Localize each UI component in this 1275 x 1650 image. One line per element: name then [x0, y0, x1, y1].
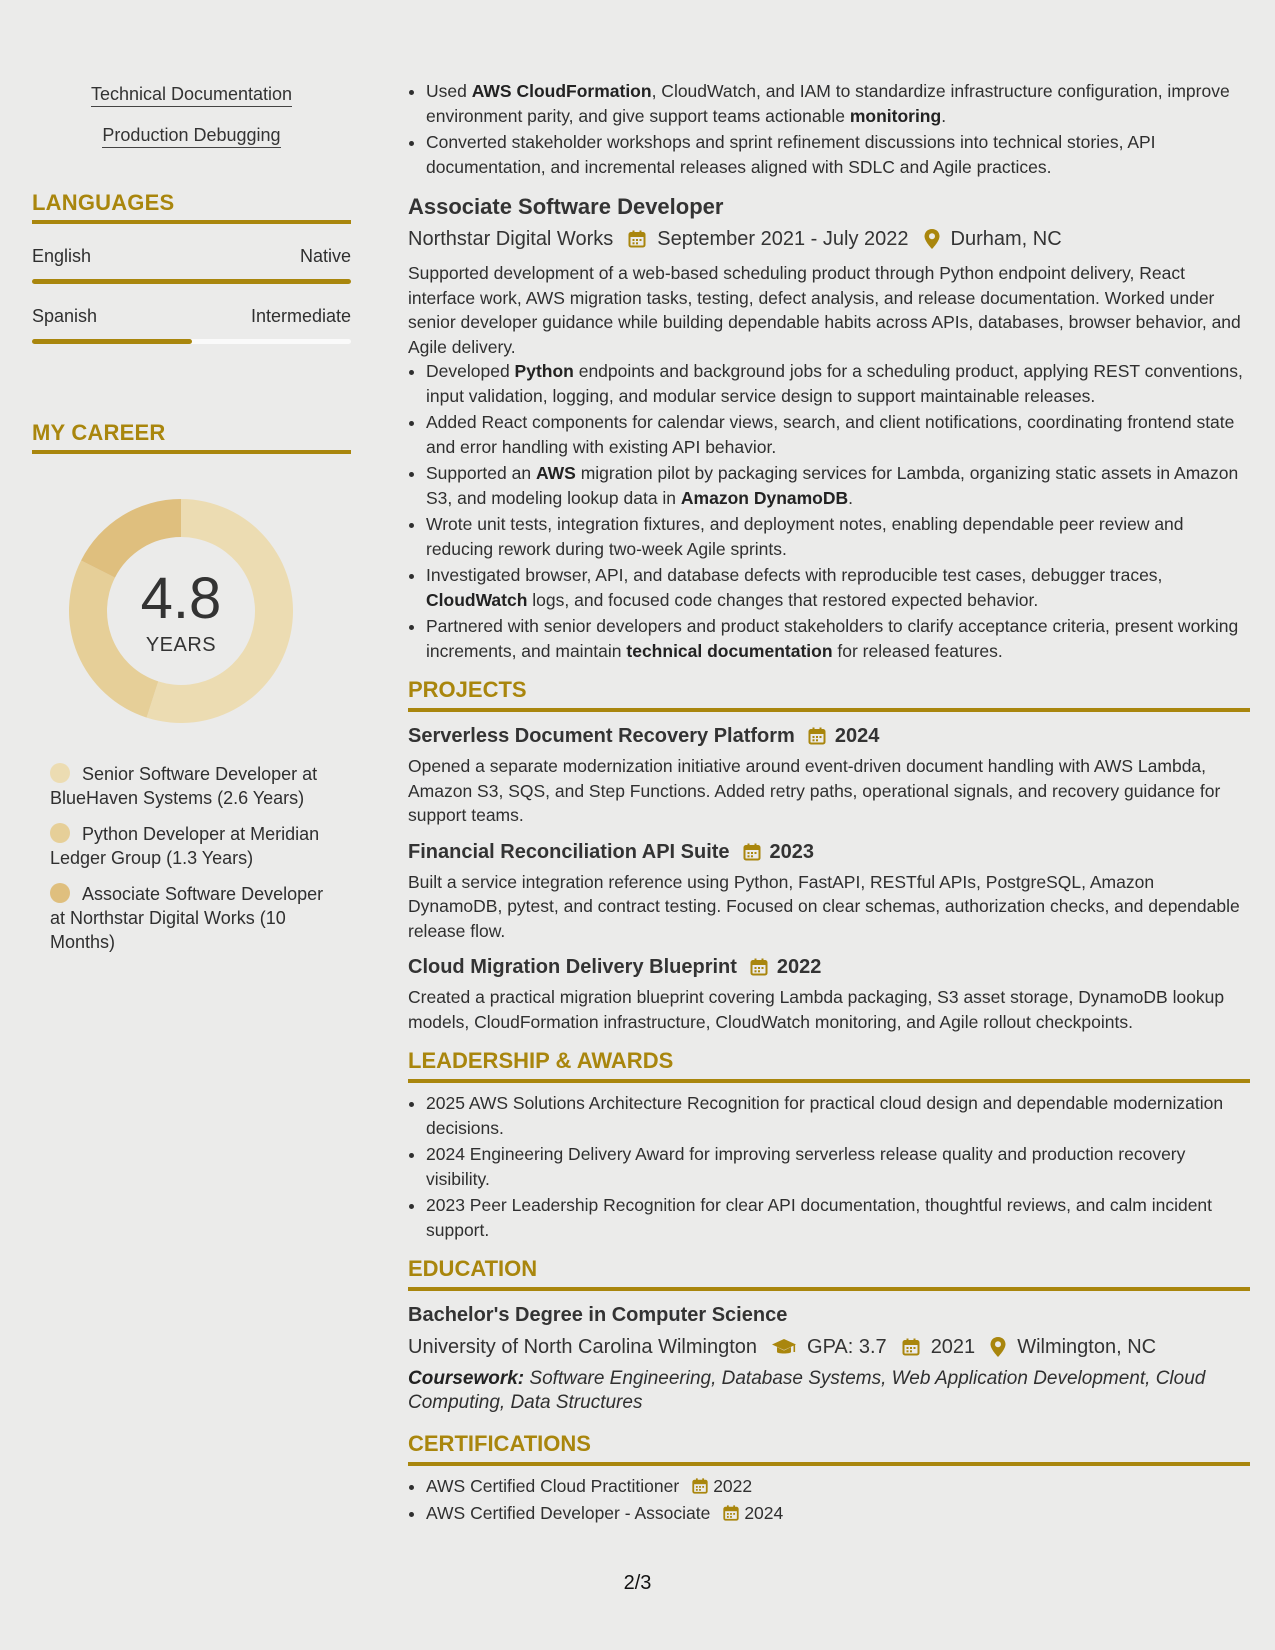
page-indicator: 2/3 — [623, 1572, 652, 1594]
text-run: Used — [426, 81, 472, 101]
bullet-item — [426, 563, 1250, 612]
calendar-icon — [749, 957, 769, 977]
education-location: Wilmington, NC — [1017, 1336, 1157, 1358]
calendar-icon — [742, 842, 762, 862]
language-name: Spanish — [32, 306, 98, 326]
calendar-icon — [807, 726, 827, 746]
job-location: Durham, NC — [950, 228, 1062, 250]
language-proficiency-bar — [32, 279, 351, 284]
job-company: Northstar Digital Works — [408, 228, 614, 250]
education-gpa: GPA: 3.7 — [807, 1336, 887, 1358]
bold-keyword: Amazon DynamoDB — [680, 487, 849, 508]
sidebar — [32, 84, 351, 966]
text-run: endpoints and background jobs for a scheduling product, applying REST conventions, input validation, logging, and modular service design to support maintainable releases. — [426, 361, 1243, 406]
text-run: Developed — [426, 361, 515, 381]
awards-heading: LEADERSHIP & AWARDS — [408, 1046, 1250, 1083]
project-year: 2024 — [834, 725, 880, 747]
bullet-item — [426, 130, 1250, 179]
career-legend — [50, 762, 330, 954]
bullet-item — [426, 79, 1250, 128]
certification-item — [426, 1501, 1250, 1526]
text-run: Added React components for calendar views, search, and client notifications, coordinating frontend state and error handling with existing API behavior. — [426, 412, 1235, 457]
project-title: Financial Reconciliation API Suite — [408, 840, 730, 863]
calendar-icon — [691, 1477, 709, 1495]
certification-year: 2024 — [744, 1502, 784, 1523]
bullet-item — [426, 461, 1250, 510]
job-bullets — [408, 359, 1250, 663]
text-run: Partnered with senior developers and product stakeholders to clarify acceptance criteria, present working increments, and maintain — [426, 616, 1239, 661]
language-name: English — [32, 246, 92, 266]
career-legend-item: Senior Software Developer at BlueHaven Systems (2.6 Years) — [50, 764, 318, 808]
project-year: 2023 — [769, 840, 815, 863]
career-legend-item: Associate Software Developer at Northstar Digital Works (10 Months) — [50, 884, 324, 952]
bold-keyword: monitoring — [849, 105, 942, 126]
map-pin-icon — [989, 1336, 1007, 1358]
job-meta — [408, 225, 1250, 253]
skill-link-technical-documentation[interactable]: Technical Documentation — [32, 84, 351, 105]
coursework-label: Coursework: — [408, 1368, 525, 1389]
award-item: • 2025 AWS Solutions Architecture Recognition for practical cloud design and dependable modernization decisions. — [426, 1091, 1250, 1140]
career-donut-chart — [66, 496, 296, 726]
bullet-item — [426, 614, 1250, 663]
project-title: Cloud Migration Delivery Blueprint — [408, 956, 737, 978]
legend-dot — [50, 823, 70, 843]
career-total-value: 4.8 — [140, 565, 222, 631]
bullet-item — [426, 410, 1250, 459]
projects-heading: PROJECTS — [408, 675, 1250, 712]
awards-list — [408, 1091, 1250, 1242]
language-spanish — [32, 306, 351, 344]
education-school: University of North Carolina Wilmington — [408, 1336, 758, 1358]
language-level: Intermediate — [250, 306, 351, 326]
text-run: Converted stakeholder workshops and sprint refinement discussions into technical stories, API documentation, and incremental releases aligned with SDLC and Agile practices. — [426, 132, 1156, 177]
certification-name: • AWS Certified Developer - Associate — [426, 1502, 711, 1523]
education-year: 2021 — [930, 1336, 976, 1358]
certifications-heading: CERTIFICATIONS — [408, 1429, 1250, 1466]
text-run: migration pilot by packaging services for Lambda, organizing static assets in Amazon S3, and modeling lookup data in — [426, 463, 1239, 508]
text-run: Investigated browser, API, and database defects with reproducible test cases, debugger traces, — [426, 565, 1163, 585]
project-description: Opened a separate modernization initiative around event-driven document handling with AWS Lambda, Amazon S3, SQS, and Step Functions. Added retry paths, operational signals, and recovery guidance for support teams. — [408, 756, 1221, 825]
map-pin-icon — [923, 228, 941, 250]
certifications-list — [408, 1474, 1250, 1525]
education-meta — [408, 1333, 1250, 1361]
text-run: Wrote unit tests, integration fixtures, and deployment notes, enabling dependable peer review and reducing rework during two-week Agile sprints. — [426, 514, 1184, 559]
language-proficiency-fill — [32, 339, 192, 344]
bold-keyword: AWS CloudFormation — [471, 81, 652, 101]
bold-keyword: AWS — [535, 463, 576, 483]
bullet-item — [426, 512, 1250, 561]
bold-keyword: CloudWatch — [426, 589, 528, 610]
bold-keyword: technical documentation — [626, 640, 833, 661]
education-degree: Bachelor's Degree in Computer Science — [408, 1304, 788, 1326]
text-run: . — [848, 487, 854, 508]
coursework-text: Software Engineering, Database Systems, Web Application Development, Cloud Computing, Data Structures — [408, 1368, 1206, 1413]
legend-dot — [50, 883, 70, 903]
career-total-unit: YEARS — [145, 633, 217, 656]
text-run: Supported an — [426, 463, 536, 483]
text-run: for released features. — [832, 640, 1003, 661]
career-legend-item: Python Developer at Meridian Ledger Group (1.3 Years) — [50, 824, 320, 868]
project-title: Serverless Document Recovery Platform — [408, 725, 795, 747]
language-english — [32, 246, 351, 284]
education-coursework — [408, 1367, 1250, 1415]
language-proficiency-bar — [32, 339, 351, 344]
certification-item — [426, 1474, 1250, 1499]
text-run: logs, and focused code changes that restored expected behavior. — [527, 589, 1039, 610]
job-dates: September 2021 - July 2022 — [657, 228, 909, 250]
legend-dot — [50, 763, 70, 783]
bullet-item — [426, 359, 1250, 408]
experience-bullets-continued — [408, 79, 1250, 179]
award-item: • 2023 Peer Leadership Recognition for clear API documentation, thoughtful reviews, and calm incident support. — [426, 1193, 1250, 1242]
language-level: Native — [299, 246, 351, 266]
certification-year: 2022 — [713, 1476, 753, 1496]
text-run: . — [941, 105, 947, 126]
calendar-icon — [722, 1504, 740, 1522]
education-heading: EDUCATION — [408, 1254, 1250, 1291]
job-summary: Supported development of a web-based scheduling product through Python endpoint delivery, React interface work, AWS migration tasks, testing, defect analysis, and release documentation. Worked under senior developer guidance while building dependable habits across APIs, databases, browser behavior, and Agile delivery. — [408, 263, 1241, 357]
project-item — [408, 953, 1250, 1034]
project-item — [408, 722, 1250, 828]
calendar-icon — [627, 229, 647, 249]
project-year: 2022 — [776, 956, 822, 978]
calendar-icon — [901, 1337, 921, 1357]
career-heading: MY CAREER — [32, 420, 351, 454]
main-content — [408, 79, 1250, 1527]
bold-keyword: Python — [514, 361, 574, 381]
skill-link-production-debugging[interactable]: Production Debugging — [32, 125, 351, 146]
text-run: , CloudWatch, and IAM to standardize infrastructure configuration, improve environment parity, and give support teams actionable — [426, 81, 1230, 126]
languages-heading: LANGUAGES — [32, 190, 351, 224]
project-item — [408, 838, 1250, 944]
language-proficiency-fill — [32, 279, 351, 284]
job-title: Associate Software Developer — [408, 194, 724, 219]
project-description: Built a service integration reference using Python, FastAPI, RESTful APIs, PostgreSQL, Amazon DynamoDB, pytest, and contract testing. Focused on clear schemas, authorization checks, and dependable release flow. — [408, 871, 1240, 941]
certification-name: • AWS Certified Cloud Practitioner — [426, 1476, 680, 1496]
graduation-cap-icon — [771, 1337, 797, 1357]
project-description: Created a practical migration blueprint covering Lambda packaging, S3 asset storage, DynamoDB lookup models, CloudFormation infrastructure, CloudWatch monitoring, and Agile rollout checkpoints. — [408, 987, 1225, 1032]
award-item: • 2024 Engineering Delivery Award for improving serverless release quality and production recovery visibility. — [426, 1142, 1250, 1191]
